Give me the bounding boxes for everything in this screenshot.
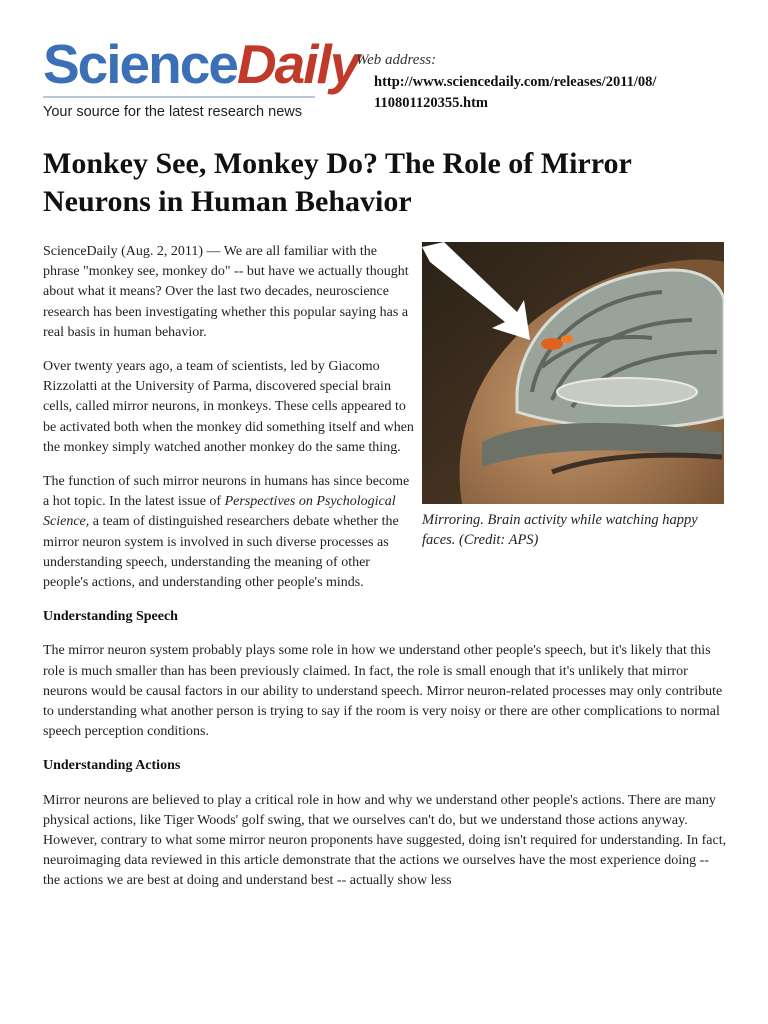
figure-caption: Mirroring. Brain activity while watching happy faces. (Credit: APS) <box>422 512 698 548</box>
figure-spacer <box>416 242 728 587</box>
web-address-block <box>356 52 656 114</box>
article-body <box>43 242 728 906</box>
article-paragraph-speech: The mirror neuron system probably plays some role in how we understand other people's speech, but it's likely that this role is much smaller than has been previously claimed. In fact, the role is small enough that it's unlikely that mirror neurons would be causal factors in our ability to understand speech. Mirror neuron-related processes may only contribute to understanding what another person is trying to say if the room is very noisy or there are other complications to normal speech perception conditions. <box>43 643 723 740</box>
logo-tagline: Your source for the latest research news <box>43 104 302 120</box>
article-title: Monkey See, Monkey Do? The Role of Mirror Neurons in Human Behavior <box>43 147 632 218</box>
web-address-url[interactable] <box>374 72 656 114</box>
web-address-label: Web address: <box>356 52 437 68</box>
web-address-url-line2: 110801120355.htm <box>374 95 488 111</box>
article-paragraph-actions: Mirror neurons are believed to play a critical role in how and why we understand other people's actions. There are many physical actions, like Tiger Woods' golf swing, that we ourselves can't do, but we understand those actions anyway. However, contrary to what some mirror neuron proponents have suggested, doing isn't required for understanding. In fact, neuroimaging data reviewed in this article demonstrate that the actions we ourselves have the most experience doing -- the actions we are best at doing and understand best -- actually show less <box>43 792 727 889</box>
article-paragraph-function: The function of such mirror neurons in humans has since become a hot topic. In the latest issue of Perspectives on Psychological Science, a team of distinguished researchers debate whether the mirror neuron system is involved in such diverse processes as understanding speech, understanding the meaning of other people's actions, and understanding other people's minds. <box>43 474 410 591</box>
journal-title: Perspectives on Psychological Science, <box>43 494 396 530</box>
article-paragraph-intro: ScienceDaily (Aug. 2, 2011) — We are all familiar with the phrase "monkey see, monkey do" -- but have we actually thought about what it means? Over the last two decades, neuroscience research has been investigating whether this popular saying has a real basis in human behavior. <box>43 244 409 340</box>
logo-wordmark: ScienceDaily <box>43 33 359 95</box>
section-heading-actions: Understanding Actions <box>43 758 181 774</box>
web-address-url-line1: http://www.sciencedaily.com/releases/2011/08/ <box>374 74 657 90</box>
sciencedaily-logo[interactable] <box>43 33 359 120</box>
section-heading-speech: Understanding Speech <box>43 609 178 625</box>
article-paragraph-history: Over twenty years ago, a team of scientists, led by Giacomo Rizzolatti at the University of Parma, discovered special brain cells, called mirror neurons, in monkeys. These cells appeared to be activated both when the monkey did something itself and when the monkey simply watched another monkey do the same thing. <box>43 359 414 455</box>
logo-divider <box>43 96 315 98</box>
